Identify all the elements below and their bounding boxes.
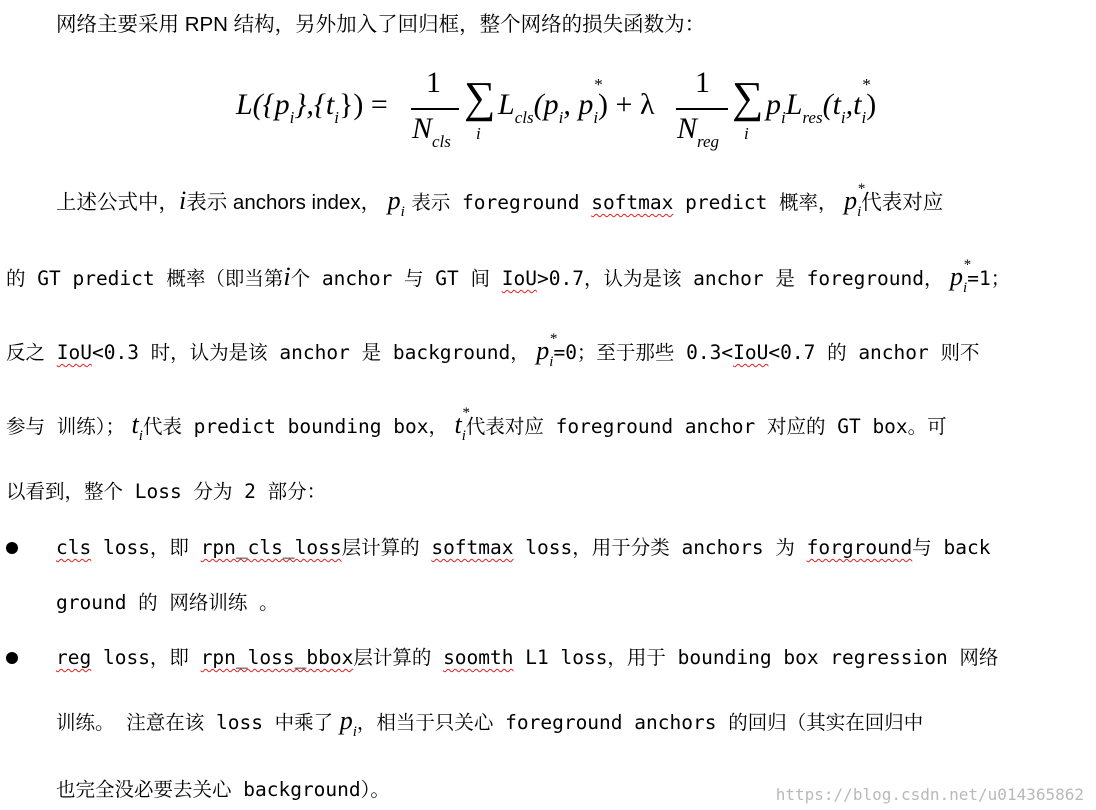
sigma1-symbol: ∑	[464, 73, 496, 122]
blog-watermark: https://blog.csdn.net/u014365862	[775, 785, 1084, 804]
formula-lhs-sub2: i	[334, 108, 339, 127]
p1-text-c: 表示 foreground	[411, 191, 592, 214]
frac1-bar	[411, 108, 459, 110]
sym-star: *	[857, 181, 865, 197]
sym-p-sub: i	[857, 204, 862, 220]
symbol-p-i-star	[844, 181, 865, 220]
b2-line2-text-b: ，相当于只关心 foreground anchors 的回归（其实在回归中	[356, 711, 924, 734]
formula-lhs-a: L({p	[236, 88, 290, 121]
p2-text-a: 的 GT predict 概率（即当第	[6, 267, 284, 290]
frac2-den-sub: reg	[697, 132, 720, 151]
term1-args-c: ) + λ	[598, 88, 655, 121]
bullet-dot-1	[6, 542, 18, 554]
para-line-5	[6, 476, 326, 507]
b2-text-a: loss，即	[91, 646, 201, 669]
sigma1-sub	[476, 124, 481, 144]
sym-p-sub: i	[400, 204, 405, 220]
sym-p: p	[339, 706, 353, 735]
symbol-p-i-star	[536, 331, 557, 370]
symbol-i: i	[179, 186, 187, 215]
bullet-dot-2	[6, 652, 18, 664]
p2-text-c: >0.7，认为是该 anchor 是 foreground，	[536, 267, 944, 290]
para-line-1	[56, 181, 944, 220]
symbol-t-i-star	[454, 405, 470, 444]
term1-L: L	[498, 88, 515, 121]
p4-text-a: 参与 训练）；	[6, 415, 125, 438]
b1-text-d: 与 back	[912, 536, 991, 559]
symbol-p-i	[339, 706, 357, 740]
formula-lhs-b: },{t	[294, 88, 335, 121]
term1-args-star: *	[593, 75, 602, 94]
frac2-den-text: N	[677, 112, 698, 145]
formula-lhs	[236, 88, 388, 127]
para-line-2	[6, 257, 1011, 296]
frac1-numerator	[426, 66, 441, 100]
sym-t-sub: i	[461, 428, 466, 444]
sigma2	[732, 72, 763, 123]
b2-soomth: soomth	[443, 646, 514, 669]
p3-text-d: <0.7 的 anchor 则不	[768, 341, 980, 364]
term2-p: p	[766, 88, 781, 121]
b2-line2-text-a: 训练。 注意在该 loss 中乘了	[56, 711, 334, 734]
b1-text-b: 层计算的	[341, 536, 432, 559]
sym-star: *	[963, 257, 971, 273]
p4-text-c: 代表对应 foreground anchor 对应的 GT box。可	[465, 415, 947, 438]
intro-sentence: 网络主要采用 RPN 结构，另外加入了回归框，整个网络的损失函数为：	[56, 13, 706, 36]
term2-L-sub: res	[802, 108, 823, 127]
p1-text-e: 代表对应	[861, 191, 944, 214]
frac2-bar	[676, 108, 728, 110]
term2-args-sub2: i	[861, 108, 867, 127]
b2-reg: reg	[56, 646, 92, 669]
b2-text-b: 层计算的	[353, 646, 444, 669]
sigma1	[464, 72, 495, 123]
p2-iou: IoU	[501, 267, 537, 290]
formula-term2	[766, 75, 877, 127]
b1-rpn-cls-loss: rpn_cls_loss	[200, 536, 342, 559]
b2-rpn-loss-bbox: rpn_loss_bbox	[200, 646, 354, 669]
p1-text-b: 表示 anchors index，	[186, 191, 382, 214]
sym-p: p	[387, 186, 401, 215]
symbol-p-i-star	[950, 257, 971, 296]
symbol-t-i	[131, 410, 143, 444]
term2-L: L	[785, 88, 803, 121]
bullet-1-line-2	[56, 587, 279, 618]
loss-formula	[236, 66, 916, 156]
b2-text-c: L1 loss，用于 bounding box regression 网络	[513, 646, 999, 669]
sym-p: p	[950, 262, 964, 291]
sym-t: t	[454, 410, 462, 439]
frac1-den-text: N	[412, 112, 433, 145]
symbol-p-i	[387, 186, 405, 220]
frac2-num-text: 1	[695, 66, 710, 99]
frac2-numerator	[695, 66, 710, 100]
term2-args-b: ,t	[845, 88, 862, 121]
intro-text	[56, 9, 705, 40]
p1-text-d: predict 概率，	[673, 191, 838, 214]
term2-args-star: *	[861, 75, 870, 94]
bullet-1-line-1	[56, 532, 991, 563]
p2-text-d: =1；	[967, 267, 1011, 290]
sym-p-sub: i	[549, 354, 554, 370]
term2-args-sub1: i	[840, 108, 846, 127]
frac2-denominator	[677, 112, 720, 151]
bullet-2-line-2	[56, 706, 923, 740]
p3-text-b: <0.3 时，认为是该 anchor 是 background，	[91, 341, 530, 364]
formula-lhs-c: }) =	[338, 88, 388, 121]
bullet-2-line-3	[56, 774, 390, 805]
sym-p-sub: i	[352, 724, 357, 740]
formula-term1	[498, 75, 655, 127]
para-line-3	[6, 331, 980, 370]
sym-star: *	[461, 405, 470, 421]
b1-text-a: loss，即	[91, 536, 201, 559]
sym-p: p	[844, 186, 858, 215]
term1-args-b: , p	[563, 88, 594, 121]
p2-text-b: 个 anchor 与 GT 间	[290, 267, 502, 290]
sigma1-sub-text: i	[476, 124, 481, 143]
sigma2-sub	[744, 124, 749, 144]
sigma2-symbol: ∑	[732, 73, 764, 122]
b1-forground: forground	[806, 536, 913, 559]
para-line-4	[6, 405, 947, 444]
symbol-i: i	[283, 262, 291, 291]
term2-args-c: )	[866, 88, 877, 121]
p1-text-a: 上述公式中，	[56, 191, 179, 214]
b1-softmax: softmax	[431, 536, 514, 559]
p3-iou-2: IoU	[733, 341, 769, 364]
formula-lhs-sub1: i	[289, 108, 295, 127]
bullet-2-line-1	[56, 642, 998, 673]
term1-sub: cls	[514, 108, 534, 127]
p3-text-a: 反之	[6, 341, 57, 364]
sym-t: t	[131, 410, 139, 439]
sym-p: p	[536, 336, 550, 365]
term1-args-sub1: i	[558, 108, 564, 127]
p3-text-c: =0；至于那些 0.3<	[553, 341, 734, 364]
b1-line2-text: ground 的 网络训练 。	[56, 591, 279, 614]
term1-args-a: (p	[533, 88, 559, 121]
term2-args-a: (t	[822, 88, 841, 121]
p1-softmax: softmax	[591, 191, 674, 214]
sym-t-sub: i	[138, 428, 143, 444]
frac1-den-sub: cls	[432, 132, 451, 151]
sigma2-sub-text: i	[744, 124, 749, 143]
b2-line3-text: 也完全没必要去关心 background）。	[56, 778, 390, 801]
term1-args-sub2: i	[593, 108, 599, 127]
frac1-denominator	[412, 112, 451, 151]
sym-star: *	[549, 331, 557, 347]
p4-text-b: 代表 predict bounding box，	[142, 415, 448, 438]
p3-iou: IoU	[56, 341, 92, 364]
b1-cls: cls	[56, 536, 92, 559]
b1-text-c: loss，用于分类 anchors 为	[513, 536, 807, 559]
frac1-num-text: 1	[426, 66, 441, 99]
p5-text: 以看到，整个 Loss 分为 2 部分：	[6, 480, 327, 503]
term2-p-sub: i	[781, 108, 786, 127]
sym-p-sub: i	[963, 280, 968, 296]
